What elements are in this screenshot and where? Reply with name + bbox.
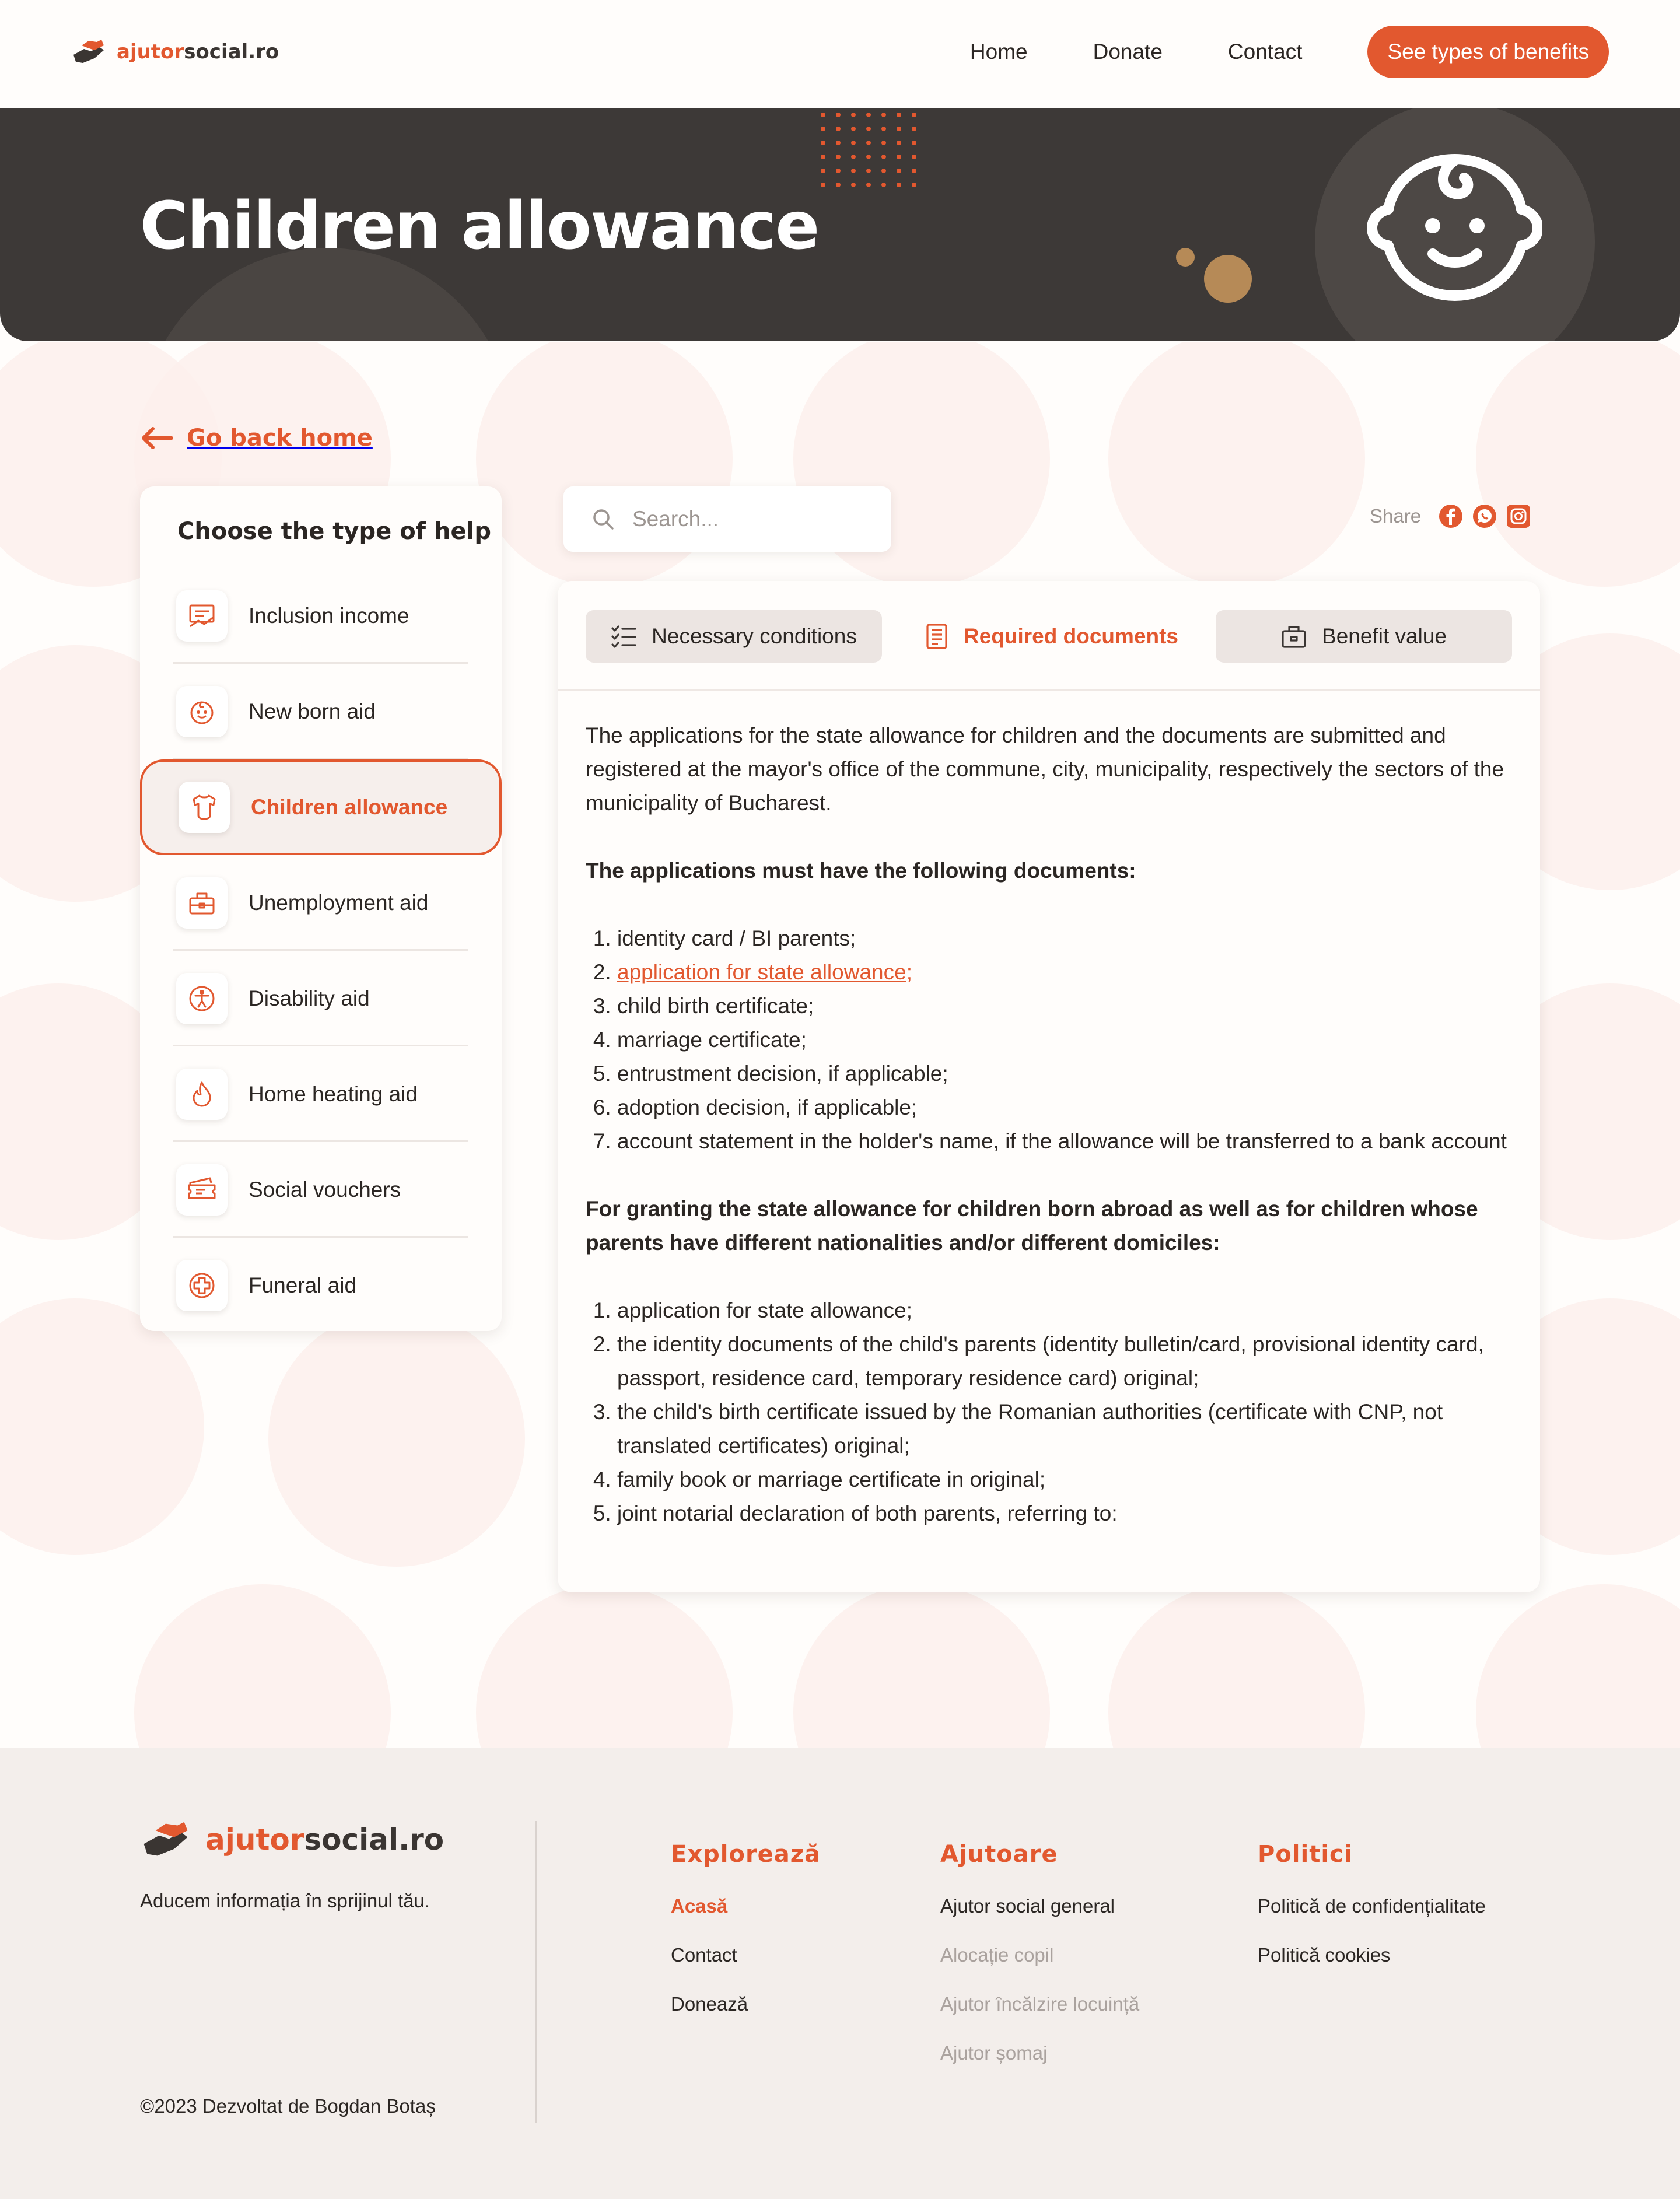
- sidebar-item-label: New born aid: [249, 699, 376, 723]
- footer-divider: [536, 1821, 537, 2123]
- documents-content: [586, 719, 1519, 1531]
- site-footer: [0, 1748, 1680, 2199]
- help-type-sidebar: [140, 486, 502, 1331]
- footer-link-alocatie[interactable]: Alocație copil: [940, 1944, 1054, 1966]
- page-title: Children allowance: [140, 188, 819, 264]
- list-item: 7. account statement in the holder's name, if the allowance will be transferred to a bank account: [617, 1125, 1519, 1158]
- checklist-icon: [611, 625, 636, 648]
- see-benefits-button[interactable]: See types of benefits: [1367, 26, 1609, 78]
- tab-benefit-value[interactable]: [1216, 610, 1512, 663]
- logo-text-accent: ajutor: [117, 40, 184, 64]
- decor-dot-small: [1176, 248, 1195, 267]
- list-item: 3. child birth certificate;: [617, 989, 1519, 1023]
- list-item: 5. joint notarial declaration of both parents, referring to:: [617, 1497, 1519, 1531]
- sidebar-item-label: Inclusion income: [249, 604, 410, 628]
- list-item: 2. the identity documents of the child's parents (identity bulletin/card, provisional identity card, passport, residence card, temporary residence card) original;: [617, 1328, 1519, 1395]
- sidebar-item-label: Disability aid: [249, 986, 370, 1010]
- footer-link-confidentialitate[interactable]: Politică de confidențialitate: [1258, 1895, 1486, 1917]
- footer-col-title: Ajutoare: [940, 1841, 1058, 1868]
- sidebar-item-unemployment-aid[interactable]: [173, 855, 468, 951]
- footer-logo[interactable]: [140, 1819, 444, 1861]
- document-icon: [925, 623, 949, 650]
- nav-home[interactable]: Home: [970, 40, 1028, 64]
- application-form-link[interactable]: application for state allowance;: [617, 960, 912, 984]
- sidebar-item-label: Home heating aid: [249, 1082, 418, 1106]
- briefcase-icon: [176, 877, 228, 929]
- go-back-label: Go back home: [187, 425, 373, 451]
- tab-bar: [558, 581, 1540, 691]
- list-item: 5. entrustment decision, if applicable;: [617, 1057, 1519, 1091]
- footer-col-politici: [1258, 1841, 1486, 1993]
- sidebar-item-inclusion-income[interactable]: [173, 568, 468, 664]
- benefit-details-card: [558, 581, 1540, 1592]
- footer-tagline: Aducem informația în sprijinul tău.: [140, 1890, 430, 1911]
- section-heading-1: The applications must have the following documents:: [586, 859, 1136, 883]
- footer-col-explore: [671, 1841, 821, 2042]
- footer-link-doneaza[interactable]: Donează: [671, 1993, 748, 2015]
- list-item: [617, 955, 1519, 989]
- main-nav: [970, 26, 1609, 78]
- footer-link-incalzire[interactable]: Ajutor încălzire locuință: [940, 1993, 1140, 2015]
- logo-text-main: social.ro: [304, 1823, 444, 1857]
- documents-list-2: [586, 1294, 1519, 1531]
- instagram-icon[interactable]: [1506, 504, 1531, 528]
- wallet-icon: [1281, 624, 1307, 649]
- sidebar-title: Choose the type of help: [177, 518, 491, 545]
- sidebar-item-label: Unemployment aid: [249, 891, 429, 915]
- sidebar-item-disability-aid[interactable]: [173, 951, 468, 1046]
- tab-label: Required documents: [964, 624, 1178, 648]
- nav-contact[interactable]: Contact: [1227, 40, 1303, 64]
- footer-link-cookies[interactable]: Politică cookies: [1258, 1944, 1391, 1966]
- list-item: 1. application for state allowance;: [617, 1294, 1519, 1328]
- share-bar: [1370, 504, 1531, 528]
- site-logo[interactable]: [71, 37, 279, 66]
- sidebar-item-children-allowance[interactable]: [140, 759, 502, 855]
- intro-paragraph: The applications for the state allowance for children and the documents are submitted and registered at the mayor's office of the commune, city, municipality, respectively the sectors of the municipality of Bucharest.: [586, 723, 1504, 815]
- baby-icon: [176, 686, 228, 737]
- list-item: 4. marriage certificate;: [617, 1023, 1519, 1057]
- decor-dot-large: [1204, 255, 1252, 303]
- top-navbar: [0, 0, 1680, 108]
- share-label: Share: [1370, 505, 1422, 527]
- baby-face-icon: [1367, 145, 1542, 309]
- logo-hand-icon: [71, 37, 106, 66]
- onesie-icon: [178, 782, 230, 833]
- copyright: ©2023 Dezvoltat de Bogdan Botaș: [140, 2095, 436, 2117]
- search-input[interactable]: [632, 507, 877, 531]
- documents-list-1: [586, 922, 1519, 1158]
- dot-grid-decor: [820, 111, 930, 187]
- nav-donate[interactable]: Donate: [1093, 40, 1163, 64]
- tab-label: Necessary conditions: [652, 624, 857, 648]
- section-heading-2: For granting the state allowance for children born abroad as well as for children whose parents have different nationalities and/or different domiciles:: [586, 1197, 1478, 1255]
- sidebar-item-home-heating-aid[interactable]: [173, 1046, 468, 1142]
- sidebar-item-label: Social vouchers: [249, 1178, 401, 1202]
- logo-text-main: social.ro: [184, 40, 279, 64]
- sidebar-item-social-vouchers[interactable]: [173, 1142, 468, 1238]
- go-back-home-link[interactable]: [140, 425, 373, 451]
- footer-col-ajutoare: [940, 1841, 1139, 2091]
- hero-banner: [0, 108, 1680, 341]
- flame-icon: [176, 1069, 228, 1120]
- whatsapp-icon[interactable]: [1472, 504, 1497, 528]
- tab-necessary-conditions[interactable]: [586, 610, 882, 663]
- footer-col-title: Explorează: [671, 1841, 821, 1868]
- list-item: 1. identity card / BI parents;: [617, 922, 1519, 955]
- accessibility-icon: [176, 973, 228, 1024]
- logo-hand-icon: [140, 1819, 191, 1861]
- footer-link-somaj[interactable]: Ajutor șomaj: [940, 2042, 1048, 2064]
- logo-text-accent: ajutor: [205, 1823, 304, 1857]
- tab-required-documents[interactable]: [914, 610, 1190, 663]
- facebook-icon[interactable]: [1438, 504, 1463, 528]
- plus-circle-icon: [176, 1260, 228, 1311]
- list-item: 4. family book or marriage certificate in original;: [617, 1463, 1519, 1497]
- search-icon: [592, 507, 615, 531]
- sidebar-item-label: Children allowance: [251, 795, 448, 819]
- footer-link-ajutor-social[interactable]: Ajutor social general: [940, 1895, 1115, 1917]
- list-item: 6. adoption decision, if applicable;: [617, 1091, 1519, 1125]
- footer-link-acasa[interactable]: Acasă: [671, 1895, 728, 1917]
- ticket-icon: [176, 1164, 228, 1216]
- list-item: 3. the child's birth certificate issued by the Romanian authorities (certificate with CNP, not translated certificates) original;: [617, 1395, 1519, 1463]
- footer-link-contact[interactable]: Contact: [671, 1944, 737, 1966]
- search-box: [564, 486, 891, 552]
- sidebar-item-new-born-aid[interactable]: [173, 664, 468, 759]
- arrow-left-icon: [140, 426, 174, 450]
- sidebar-item-funeral-aid[interactable]: [173, 1238, 468, 1333]
- income-icon: [176, 590, 228, 642]
- tab-label: Benefit value: [1322, 624, 1447, 648]
- sidebar-item-label: Funeral aid: [249, 1273, 357, 1297]
- footer-col-title: Politici: [1258, 1841, 1353, 1868]
